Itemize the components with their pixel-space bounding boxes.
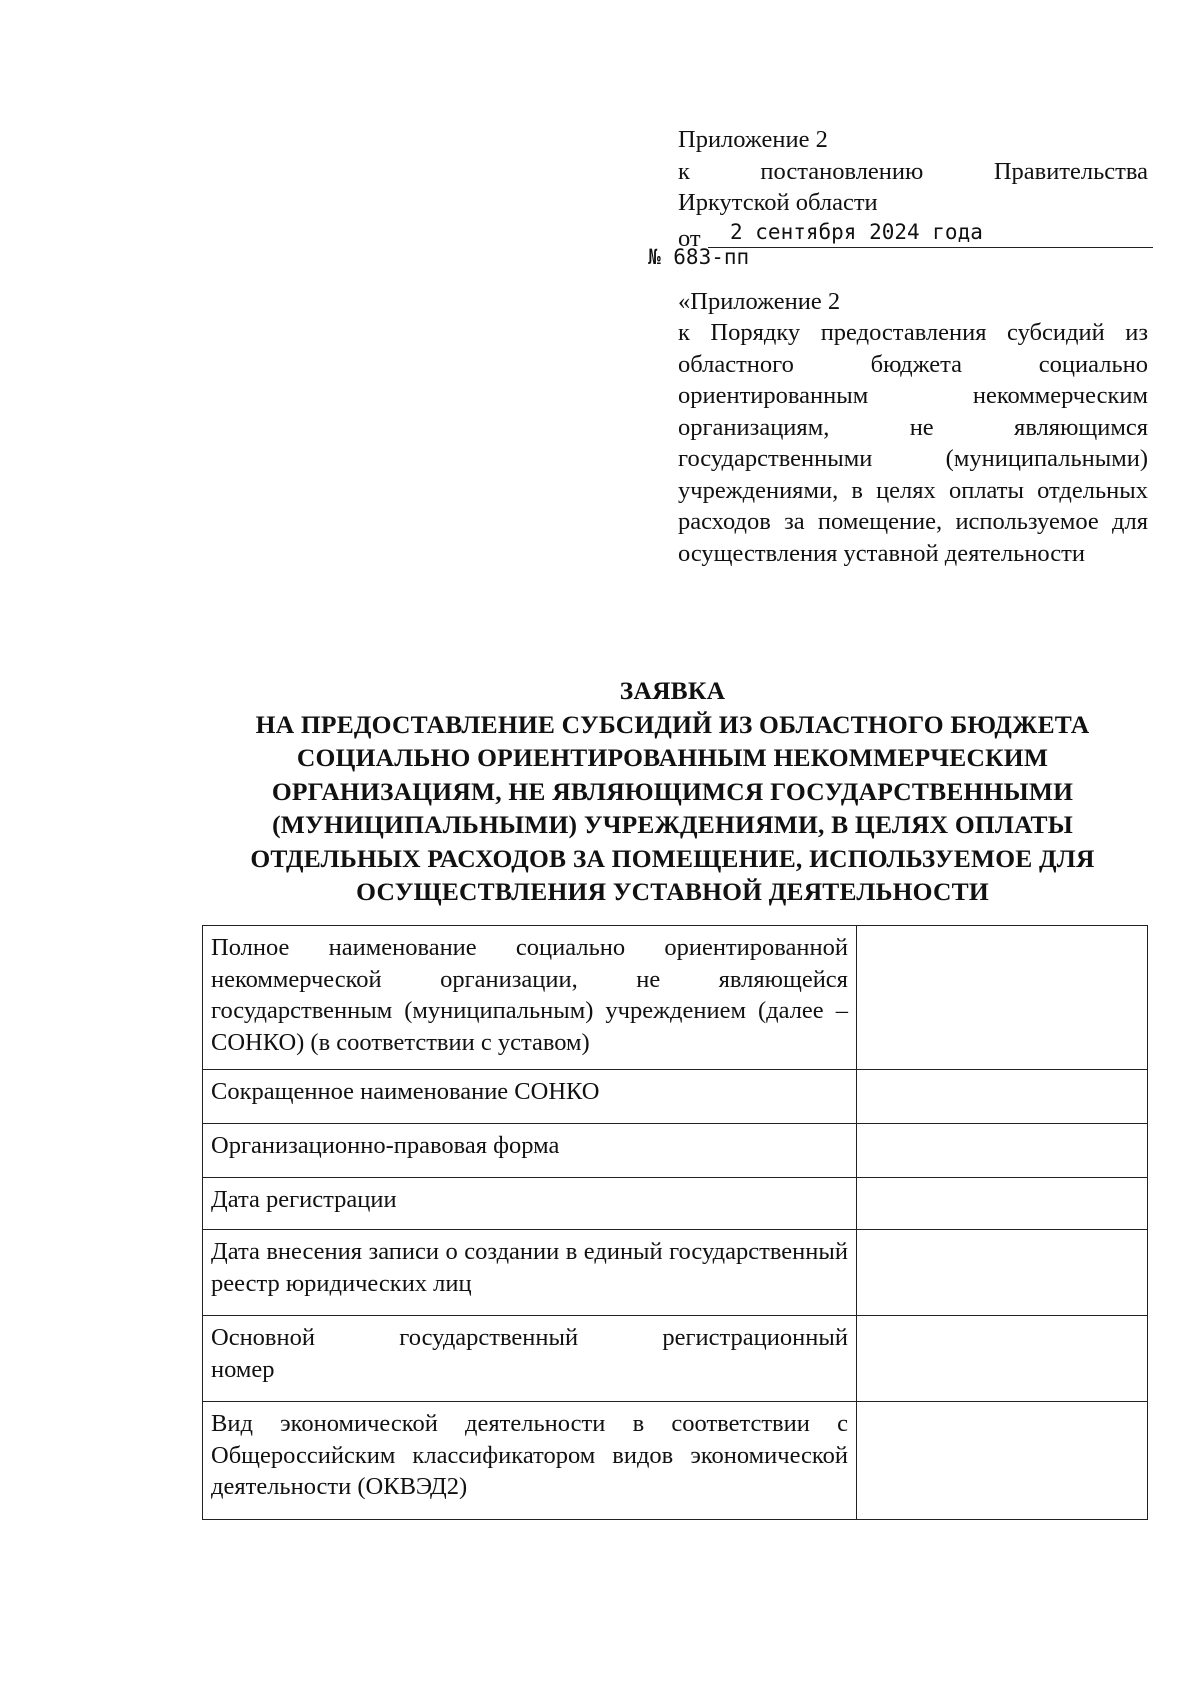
row-value-cell[interactable] [856,1230,1147,1316]
title-line: ОТДЕЛЬНЫХ РАСХОДОВ ЗА ПОМЕЩЕНИЕ, ИСПОЛЬЗУЕМОЕ ДЛЯ [250,843,1095,873]
application-form-table [202,925,1148,1520]
row-label-text: Основной государственный регистрационный номер [211,1324,848,1383]
row-label [203,1124,857,1178]
title-line: НА ПРЕДОСТАВЛЕНИЕ СУБСИДИЙ ИЗ ОБЛАСТНОГО БЮДЖЕТА [255,709,1090,739]
row-label [203,1402,857,1520]
row-label [203,926,857,1070]
row-value-cell[interactable] [856,1402,1147,1520]
row-label-text: Сокращенное наименование СОНКО [211,1078,600,1105]
table-row [203,1070,1148,1124]
order-appendix [678,286,1148,570]
appendix-word: к [678,157,690,185]
table-row [203,926,1148,1070]
document-title [195,674,1150,909]
appendix-region: Иркутской области [678,189,878,216]
appendix-header [648,124,1148,569]
title-line: ЗАЯВКА [619,676,726,705]
table-row [203,1124,1148,1178]
row-value-cell[interactable] [856,1178,1147,1230]
row-label [203,1070,857,1124]
row-value-cell[interactable] [856,926,1147,1070]
row-label-text: Дата регистрации [211,1186,397,1213]
row-value-cell[interactable] [856,1316,1147,1402]
title-line: (МУНИЦИПАЛЬНЫМИ) УЧРЕЖДЕНИЯМИ, В ЦЕЛЯХ ОПЛАТЫ [272,810,1073,839]
row-label [203,1178,857,1230]
date-underline [708,247,1153,248]
row-label-text: Полное наименование социально ориентированной некоммерческой организации, не являющейся государственным (муниципальным) учреждением (далее – СОНКО) (в соответствии с уставом) [211,934,848,1056]
appendix-word: постановлению [760,157,924,185]
resolution-date-row [648,219,1148,269]
order-appendix-text: к Порядку предоставления субсидий из областного бюджета социально ориентированным некоммерческим организациям, не являющимся государственными (муниципальными) учреждениями, в целях оплаты отдельных расходов за помещение, используемое для осуществления уставной деятельности [678,319,1148,567]
row-value-cell[interactable] [856,1070,1147,1124]
appendix-resolution-line [678,156,1148,188]
order-appendix-title: «Приложение 2 [678,287,841,315]
row-label-text: Дата внесения записи о создании в единый государственный реестр юридических лиц [211,1238,848,1297]
row-value-cell[interactable] [856,1124,1147,1178]
table-row [203,1178,1148,1230]
title-line: ОСУЩЕСТВЛЕНИЯ УСТАВНОЙ ДЕЯТЕЛЬНОСТИ [356,877,989,906]
row-label [203,1316,857,1402]
table-row [203,1402,1148,1520]
row-label-text: Организационно-правовая форма [211,1132,560,1159]
title-line: СОЦИАЛЬНО ОРИЕНТИРОВАННЫМ НЕКОММЕРЧЕСКИМ [296,743,1049,772]
title-line: ОРГАНИЗАЦИЯМ, НЕ ЯВЛЯЮЩИМСЯ ГОСУДАРСТВЕННЫМИ [271,776,1074,806]
appendix-word: Правительства [993,157,1148,185]
table-row [203,1230,1148,1316]
table-row [203,1316,1148,1402]
date-prefix: от [678,224,701,252]
resolution-number: № 683-пп [648,244,750,269]
row-label-text: Вид экономической деятельности в соответствии с Общероссийским классификатором видов экономической деятельности (ОКВЭД2) [211,1410,848,1500]
appendix-title: Приложение 2 [678,126,828,153]
resolution-date: 2 сентября 2024 года [730,219,983,244]
row-label [203,1230,857,1316]
